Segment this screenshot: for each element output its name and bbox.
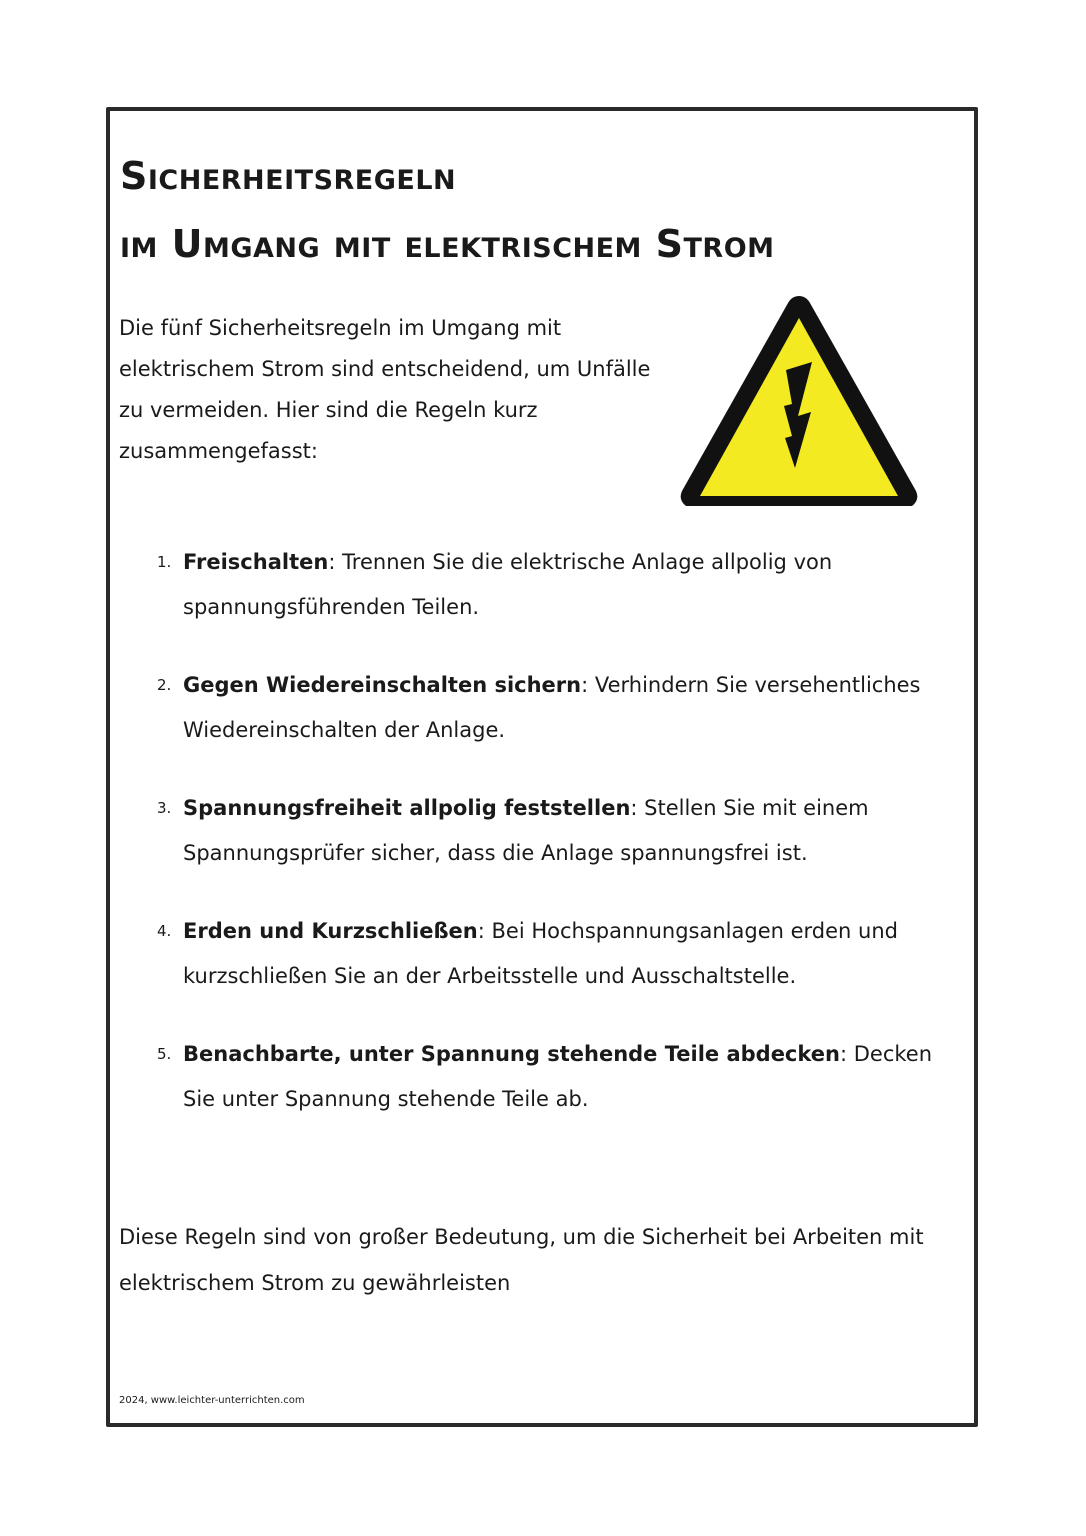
intro-paragraph: Die fünf Sicherheitsregeln im Umgang mit elektrischem Strom sind entscheidend, um Unfälle zu vermeiden. Hier sind die Regeln kurz zusammengefasst: bbox=[119, 316, 651, 463]
rule-description: : Trennen Sie die elektrische Anlage allpolig von spannungsführenden Teilen. bbox=[183, 550, 833, 619]
rule-number: 3. bbox=[157, 799, 172, 817]
footer-credit: 2024, www.leichter-unterrichten.com bbox=[119, 1395, 305, 1406]
list-item bbox=[157, 663, 957, 753]
rule-term: Freischalten bbox=[183, 550, 329, 574]
high-voltage-warning-icon bbox=[674, 288, 924, 514]
rule-description: : Verhindern Sie versehentliches Wiedereinschalten der Anlage. bbox=[183, 673, 921, 742]
rule-term: Spannungsfreiheit allpolig feststellen bbox=[183, 796, 631, 820]
title-line-1: Sicherheitsregeln bbox=[120, 154, 457, 198]
page-title bbox=[120, 142, 960, 278]
list-item bbox=[157, 1032, 957, 1122]
rule-term: Benachbarte, unter Spannung stehende Teile abdecken bbox=[183, 1042, 840, 1066]
rule-number: 1. bbox=[157, 553, 172, 571]
rule-description: : Decken Sie unter Spannung stehende Teile ab. bbox=[183, 1042, 933, 1111]
list-item bbox=[157, 786, 957, 876]
rule-description: : Stellen Sie mit einem Spannungsprüfer sicher, dass die Anlage spannungsfrei ist. bbox=[183, 796, 869, 865]
closing-paragraph: Diese Regeln sind von großer Bedeutung, um die Sicherheit bei Arbeiten mit elektrischem Strom zu gewährleisten bbox=[119, 1225, 924, 1295]
list-item bbox=[157, 540, 957, 630]
rule-number: 2. bbox=[157, 676, 172, 694]
rule-term: Gegen Wiedereinschalten sichern bbox=[183, 673, 582, 697]
rule-number: 5. bbox=[157, 1045, 172, 1063]
rules-list bbox=[157, 540, 957, 1155]
title-line-2: im Umgang mit elektrischem Strom bbox=[120, 222, 775, 266]
rule-description: : Bei Hochspannungsanlagen erden und kurzschließen Sie an der Arbeitsstelle und Ausschaltstelle. bbox=[183, 919, 898, 988]
rule-term: Erden und Kurzschließen bbox=[183, 919, 478, 943]
rule-number: 4. bbox=[157, 922, 172, 940]
list-item bbox=[157, 909, 957, 999]
